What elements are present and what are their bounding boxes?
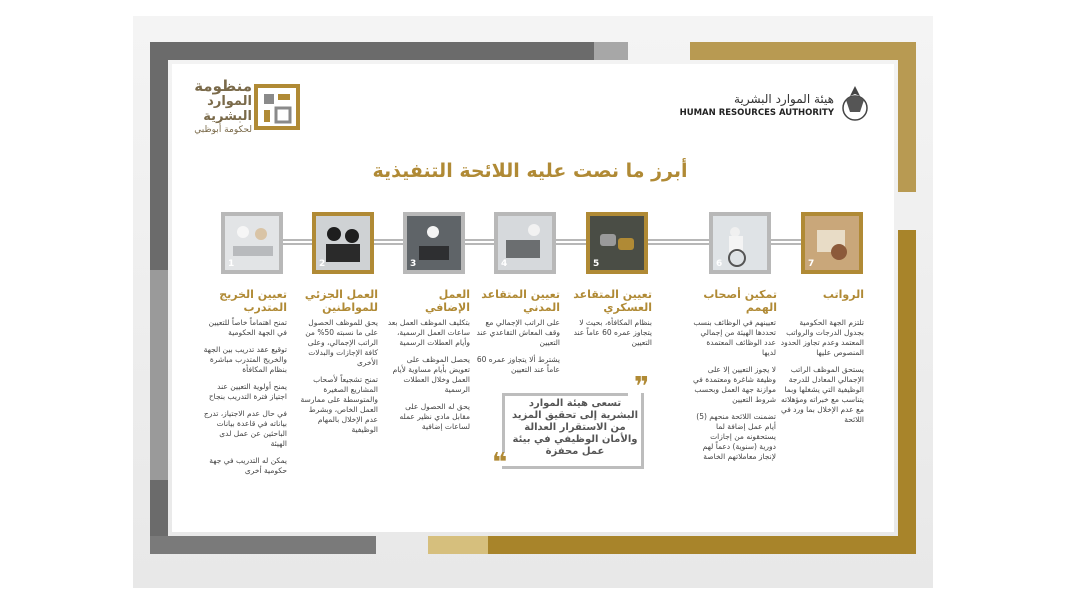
frame-gray-bottom (150, 536, 376, 554)
frame-gold-bottom (428, 536, 916, 554)
step-title-part-time: العمل الجزئي للمواطنين (304, 288, 378, 314)
step-number: 7 (808, 259, 815, 269)
quote-box-left-edge (502, 393, 505, 453)
frame-gold-right (898, 42, 916, 192)
step-number: 2 (319, 259, 326, 269)
step-title-military-retiree: تعيين المتقاعد العسكري (573, 288, 652, 314)
step-box-graduate-trainee (221, 212, 283, 274)
authority-name-ar: هيئة الموارد البشرية (734, 92, 834, 106)
page-title: أبرز ما نصت عليه اللائحة التنفيذية (372, 160, 688, 182)
list-item: يمنح أولوية التعيين عند اجتياز فترة التدريب بنجاح (208, 382, 287, 401)
step-items-graduate-trainee (203, 318, 287, 483)
list-item: يشترط ألا يتجاوز عمره 60 عاماً عند التعيين (476, 355, 560, 374)
step-title-graduate-trainee: تعيين الخريج المتدرب (219, 288, 287, 314)
frame-gold-top (690, 42, 916, 60)
list-item: يحصل الموظف على تعويض بأيام مساوية لأيام العمل وخلال العطلات الرسمية (392, 355, 470, 394)
step-title-determination: تمكين أصحاب الهمم (703, 288, 777, 314)
list-item: تضمنت اللائحة منحهم (5) أيام عمل إضافة لما يستحقونه من إجازات دورية (سنوية) دعماً لهم لإنجاز معاملاتهم الخاصة (696, 412, 776, 461)
list-item: بنظام المكافأة، بحيث لا يتجاوز عمره 60 عاماً عند التعيين (573, 318, 652, 347)
step-number: 5 (593, 259, 600, 269)
system-name-line2: الموارد (207, 94, 252, 109)
step-number: 3 (410, 259, 417, 269)
list-item: يحق للموظف الحصول على ما نسبته 50% من الراتب الإجمالي، وعلى كافة الإجازات والبدلات الأخرى (305, 318, 378, 367)
list-item: توقيع عقد تدريب بين الجهة والخريج المتدرب مباشرة بنظام المكافأة (203, 345, 287, 374)
frame-gray-left-accent (150, 270, 168, 480)
list-item: في حال عدم الاجتياز، تدرج بياناته في قاعدة بيانات الباحثين عن عمل لدى الهيئة (203, 409, 287, 448)
frame-gold-bottom-accent (428, 536, 488, 554)
step-items-salaries (780, 318, 864, 432)
hr-system-logo-icon (254, 84, 300, 130)
step-items-civil-retiree (476, 318, 560, 382)
list-item: تمنح تشجيعاً لأصحاب المشاريع الصغيرة والمتوسطة على ممارسة العمل الخاص، وبشرط عدم الإخلال بالمهام الوظيفية (300, 375, 378, 434)
list-item: تعيينهم في الوظائف بنسب تحددها الهيئة من إجمالي عدد الوظائف المعتمدة لديها (693, 318, 776, 357)
step-number: 4 (501, 259, 508, 269)
step-box-civil-retiree (494, 212, 556, 274)
list-item: تلتزم الجهة الحكومية بجدول الدرجات والرواتب المعتمد وعدم تجاوز الحدود المنصوص عليها (780, 318, 864, 357)
step-title-overtime: العمل الإضافي (424, 288, 470, 314)
system-name-line4: لحكومة أبوظبي (194, 125, 252, 135)
step-number: 6 (716, 259, 723, 269)
frame-gray-top (150, 42, 628, 60)
quote-open-icon: ❞ (634, 372, 650, 402)
step-title-civil-retiree: تعيين المتقاعد المدني (481, 288, 560, 314)
quote-box-top-edge (502, 393, 628, 396)
list-item: يمكن له التدريب في جهة حكومية أخرى (209, 456, 287, 475)
step-title-salaries: الرواتب (822, 288, 864, 301)
step-box-determination (709, 212, 771, 274)
authority-name-en: HUMAN RESOURCES AUTHORITY (679, 108, 834, 118)
frame-gray-top-accent (594, 42, 628, 60)
step-items-overtime (386, 318, 470, 439)
list-item: على الراتب الإجمالي مع وقف المعاش التقاعدي عند التعيين (476, 318, 560, 347)
list-item: يستحق الموظف الراتب الإجمالي المعادل للدرجة الوظيفية التي يشغلها وبما يتناسب مع خبراته ومؤهلاته مع عدم الإخلال بما ورد في اللائحة (780, 365, 864, 424)
step-items-part-time (294, 318, 378, 442)
falcon-emblem-icon (840, 82, 870, 122)
step-box-overtime (403, 212, 465, 274)
quote-close-icon: ❝ (492, 448, 508, 478)
list-item: تمنح اهتماماً خاصاً للتعيين في الجهة الحكومية (208, 318, 287, 337)
step-box-salaries (801, 212, 863, 274)
step-box-part-time (312, 212, 374, 274)
frame-gold-right-accent (898, 230, 916, 536)
system-name-line3: البشرية (203, 109, 252, 124)
list-item: يحق له الحصول على مقابل مادي نظير عمله لساعات إضافية (399, 402, 470, 431)
step-items-military-retiree (568, 318, 652, 355)
step-number: 1 (228, 259, 235, 269)
step-items-determination (692, 318, 776, 469)
list-item: بتكليف الموظف العمل بعد ساعات العمل الرسمية، وأيام العطلات الرسمية (387, 318, 470, 347)
step-box-military-retiree (586, 212, 648, 274)
quote-text: تسعى هيئة الموارد البشرية إلى تحقيق المزيد من الاستقرار العدالة والأمان الوظيفي في بيئة عمل محفزة (511, 398, 639, 457)
system-name-line1: منظومة (194, 77, 252, 95)
list-item: لا يجوز التعيين إلا على وظيفة شاغرة ومعتمدة في موازنة جهة العمل وبحسب شروط التعيين (693, 365, 776, 404)
